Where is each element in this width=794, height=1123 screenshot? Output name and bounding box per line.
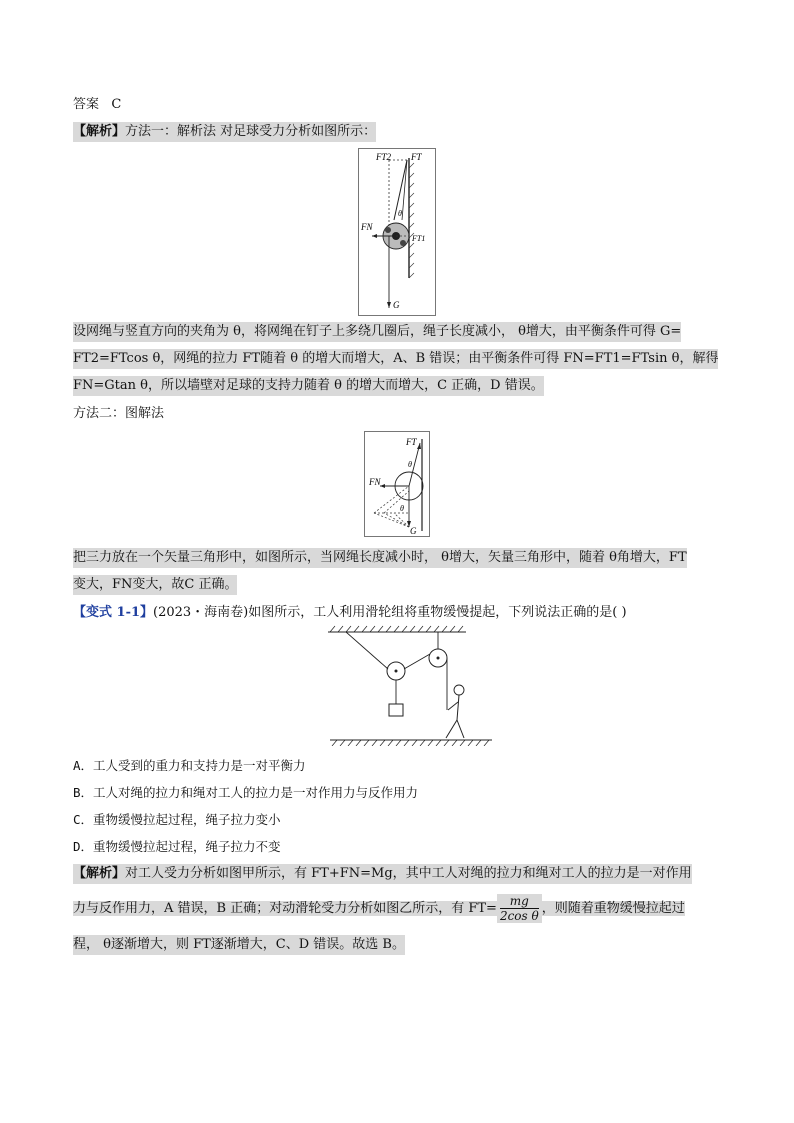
fig2-label-fn: FN <box>369 477 381 487</box>
answer-line <box>73 95 121 115</box>
analysis2-tag: 【解析】 <box>73 866 126 881</box>
analysis-tag: 【解析】 <box>73 124 126 139</box>
answer-value: C <box>111 97 122 112</box>
analysis2-line2 <box>73 892 685 926</box>
vector-triangle-figure <box>364 431 430 537</box>
fig1-label-ft2: FT2 <box>376 152 392 162</box>
para2-line2: 变大，FN变大，故C 正确。 <box>73 575 237 595</box>
para1-line2: FT2=FTcos θ，网绳的拉力 FT随着 θ 的增大而增大，A、B 错误；由平衡条件可得 FN=FT1=FTsin θ，解得 <box>73 349 718 369</box>
fig1-label-ft: FT <box>411 152 422 162</box>
fig2-label-g: G <box>410 526 417 536</box>
option-d[interactable]: D．重物缓慢拉起过程，绳子拉力不变 <box>73 839 281 854</box>
option-c[interactable]: C．重物缓慢拉起过程，绳子拉力变小 <box>73 812 281 827</box>
fraction-numerator: mg <box>500 894 539 909</box>
analysis-text: 方法一：解析法 对足球受力分析如图所示： <box>125 124 377 139</box>
fig2-label-theta-top: θ <box>408 460 412 469</box>
fraction-denominator: 2cos θ <box>499 909 539 923</box>
variant-text: 如图所示，工人利用滑轮组将重物缓慢提起，下列说法正确的是( ) <box>248 605 627 620</box>
analysis2-line1 <box>73 864 692 884</box>
variant-source: (2023・海南卷) <box>153 605 249 620</box>
fig2-label-ft: FT <box>406 437 417 447</box>
fig1-label-g: G <box>393 300 400 310</box>
fig1-label-ft1: FT1 <box>412 234 426 243</box>
analysis-intro <box>73 122 376 142</box>
answer-label: 答案 <box>73 97 100 112</box>
pulley-system-figure <box>326 624 494 746</box>
option-a[interactable]: A．工人受到的重力和支持力是一对平衡力 <box>73 758 306 773</box>
analysis2-text2b: ，则随着重物缓慢拉起过 <box>541 901 685 916</box>
fig1-label-theta: θ <box>398 209 402 218</box>
option-b[interactable]: B．工人对绳的拉力和绳对工人的拉力是一对作用力与反作用力 <box>73 785 419 800</box>
para2-line1: 把三力放在一个矢量三角形中，如图所示，当网绳长度减小时， θ增大，矢量三角形中，随着 θ角增大，FT <box>73 548 687 568</box>
fig1-label-fn: FN <box>361 222 373 232</box>
variant-tag: 【变式 1-1】 <box>73 605 154 620</box>
fig2-label-theta-bottom: θ <box>400 504 404 513</box>
analysis2-text1: 对工人受力分析如图甲所示，有 FT+FN=Mg，其中工人对绳的拉力和绳对工人的拉力是一对作用 <box>125 866 692 881</box>
method2-title: 方法二：图解法 <box>73 406 165 421</box>
variant-question <box>73 603 627 623</box>
football-force-figure <box>358 148 436 316</box>
analysis2-text2a: 力与反作用力，A 错误，B 正确；对动滑轮受力分析如图乙所示，有 FT= <box>73 901 497 916</box>
analysis2-line3: 程， θ逐渐增大，则 FT逐渐增大，C、D 错误。故选 B。 <box>73 935 405 955</box>
para1-line1: 设网绳与竖直方向的夹角为 θ，将网绳在钉子上多绕几圈后，绳子长度减小， θ增大，由平衡条件可得 G= <box>73 322 681 342</box>
para1-line3: FN=Gtan θ，所以墙壁对足球的支持力随着 θ 的增大而增大，C 正确，D 错误。 <box>73 376 544 396</box>
tension-fraction <box>497 894 542 923</box>
